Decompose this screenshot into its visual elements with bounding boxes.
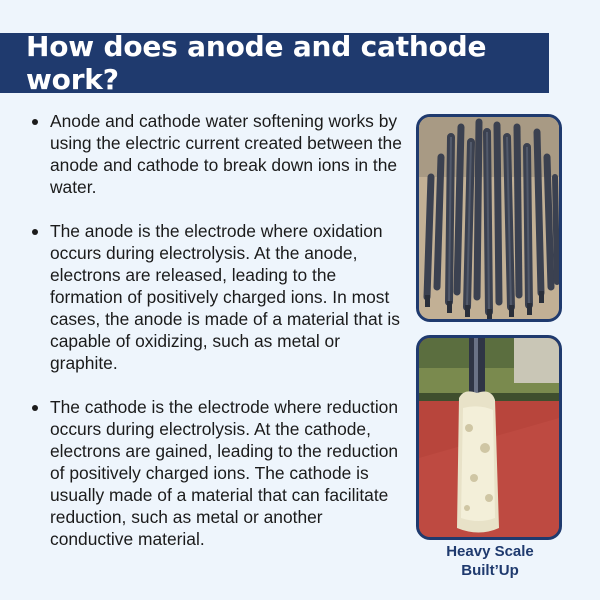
scale-buildup-photo [416,335,562,540]
bullet-text: The anode is the electrode where oxidation occurs during electrolysis. At the anode, electrons are released, leading to the formation of positively charged ions. In most cases, the anode is made of a material that is capable of oxidizing, such as metal or graphite. [50,221,400,373]
bullet-text: Anode and cathode water softening works by using the electric current created between the anode and cathode to break down ions in the water. [50,111,402,197]
anode-rods-image [419,117,559,319]
bullet-dot-icon [32,405,38,411]
bullet-item [32,220,407,374]
caption-line-1: Heavy Scale [446,543,534,560]
bullet-item [32,110,407,198]
photo-caption [420,542,560,580]
anode-rods-photo [416,114,562,322]
scale-buildup-image [419,338,559,537]
bullet-dot-icon [32,119,38,125]
bullet-text: The cathode is the electrode where reduction occurs during electrolysis. At the cathode, electrons are gained, leading to the reduction of positively charged ions. The cathode is usually made of a material that can facilitate reduction, such as metal or another conductive material. [50,397,399,549]
bullet-item [32,396,407,550]
title-banner [0,30,549,96]
caption-line-2: Built’Up [461,562,519,579]
page-title: How does anode and cathode work? [26,30,487,96]
bullet-list [32,110,407,572]
bullet-dot-icon [32,229,38,235]
